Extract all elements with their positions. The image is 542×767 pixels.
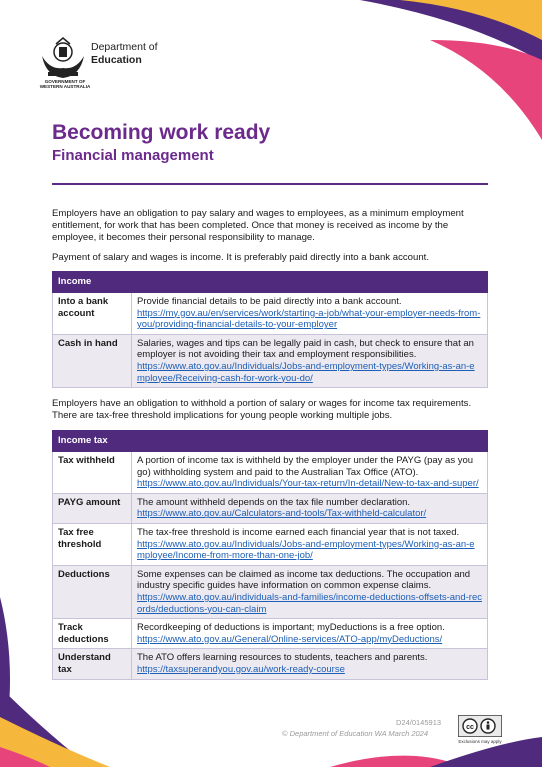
table-row [53,452,488,494]
copyright-notice: © Department of Education WA March 2024 [282,729,429,738]
department-name [91,41,158,66]
row-content [132,493,488,523]
gov-line-1: GOVERNMENT OF [44,79,86,84]
row-label: PAYG amount [53,493,132,523]
row-text: The ATO offers learning resources to students, teachers and parents. [137,652,428,664]
row-content [132,334,488,387]
org-line-2: Education [91,53,142,66]
title-divider [52,183,488,185]
row-link[interactable]: https://my.gov.au/en/services/work/starting-a-job/what-your-employer-needs-from-you/providing-financial-details-to-your-employer [137,307,481,331]
row-label: Tax withheld [53,452,132,494]
table-row [53,293,488,335]
table-row [53,493,488,523]
gov-line-2: WESTERN AUSTRALIA [39,84,91,89]
row-link[interactable]: https://www.ato.gov.au/Individuals/Jobs-and-employment-types/Working-as-an-employee/Income-from-more-than-one-job/ [137,538,475,562]
row-link[interactable]: https://taxsuperandyou.gov.au/work-ready-course [137,663,345,675]
income-table-heading: Income [53,272,488,293]
row-label: Tax free threshold [53,523,132,565]
row-link[interactable]: https://www.ato.gov.au/individuals-and-families/income-deductions-offsets-and-records/deductions-you-can-claim [137,591,482,615]
table-row [53,334,488,387]
row-content [132,452,488,494]
row-text: A portion of income tax is withheld by the employer under the PAYG (pay as you go) withholding system and paid to the Australian Tax Office (ATO). [137,455,474,478]
intro-paragraph: Employers have an obligation to pay salary and wages to employees, as a minimum employment entitlement, for work that has been completed. Once that money is received as income by the employee, it becomes their personal responsibility to manage. [52,208,464,244]
row-label: Understand tax [53,649,132,679]
row-link[interactable]: https://www.ato.gov.au/Calculators-and-tools/Tax-withheld-calculator/ [137,508,427,520]
svg-text:cc: cc [466,724,474,731]
row-text: Provide financial details to be paid directly into a bank account. [137,296,402,307]
income-tax-table-heading: Income tax [53,431,488,452]
org-line-1: Department of [91,41,158,53]
row-text: The tax-free threshold is income earned each financial year that is not taxed. [137,526,460,538]
license-label: Exclusions may apply [458,739,502,744]
creative-commons-badge [458,715,502,745]
income-table [52,271,488,388]
row-text: The amount withheld depends on the tax file number declaration. [137,496,411,508]
row-text: Salaries, wages and tips can be legally paid in cash, but check to ensure that an employer is not avoiding their tax and employment responsibilities. [137,337,474,361]
page-title: Becoming work ready [52,121,271,144]
income-tax-table [52,430,488,680]
row-link[interactable]: https://www.ato.gov.au/General/Online-services/ATO-app/myDeductions/ [137,633,443,645]
intro-paragraph-2: Payment of salary and wages is income. It is preferably paid directly into a bank account. [52,252,430,263]
middle-paragraph: Employers have an obligation to withhold a portion of salary or wages for income tax requirements. There are tax-free threshold implications for young people working multiple jobs. [52,398,472,422]
row-label: Track deductions [53,619,132,649]
table-row [53,565,488,618]
row-label: Cash in hand [53,334,132,387]
table-row [53,619,488,649]
row-content [132,293,488,335]
government-label [30,79,100,89]
row-content [132,565,488,618]
row-link[interactable]: https://www.ato.gov.au/Individuals/Jobs-and-employment-types/Working-as-an-employee/Receiving-cash-for-work-you-do/ [137,360,475,384]
row-content [132,649,488,679]
row-content [132,523,488,565]
page-subtitle: Financial management [52,147,214,164]
document-reference: D24/0145913 [396,718,442,727]
row-text: Some expenses can be claimed as income tax deductions. The occupation and industry specific guides have information on common expense claims. [137,568,471,592]
row-label: Into a bank account [53,293,132,335]
row-text: Recordkeeping of deductions is important; myDeductions is a free option. [137,622,445,634]
table-row [53,649,488,679]
row-content [132,619,488,649]
table-row [53,523,488,565]
row-link[interactable]: https://www.ato.gov.au/Individuals/Your-tax-return/In-detail/New-to-tax-and-super/ [137,478,479,490]
row-label: Deductions [53,565,132,618]
